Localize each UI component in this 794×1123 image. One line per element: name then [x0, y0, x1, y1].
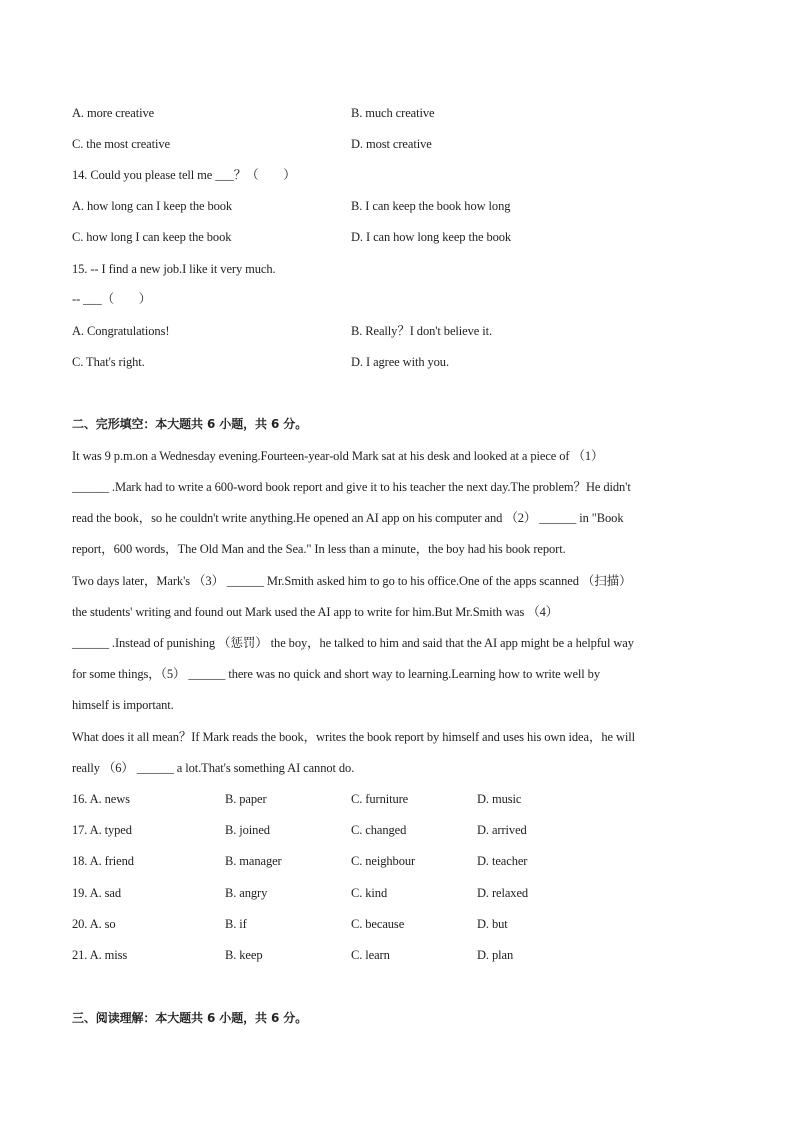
passage-line: himself is important.	[72, 698, 174, 712]
passage-line: What does it all mean？If Mark reads the book，writes the book report by himself and uses his own idea，he will	[72, 730, 636, 744]
option: 17. A. typed	[72, 823, 132, 837]
option: 18. A. friend	[72, 854, 134, 868]
q15-option-b: B. Really？I don't believe it.	[351, 324, 492, 338]
passage-line: read the book，so he couldn't write anything.He opened an AI app on his computer and （2） ______ in "Book	[72, 511, 624, 525]
option: C. because	[351, 917, 405, 931]
option: D. music	[477, 792, 522, 806]
option: B. angry	[225, 886, 268, 900]
passage-line: ______ .Mark had to write a 600-word book report and give it to his teacher the next day.The problem？He didn't	[72, 480, 631, 494]
option: 16. A. news	[72, 792, 130, 806]
option: B. joined	[225, 823, 270, 837]
option: 20. A. so	[72, 917, 116, 931]
q15-stem-reply: -- ___（ ）	[72, 292, 152, 306]
q13-option-a: A. more creative	[72, 106, 155, 120]
q13-option-d: D. most creative	[351, 137, 432, 151]
passage-line: the students' writing and found out Mark used the AI app to write for him.But Mr.Smith was （4）	[72, 605, 559, 619]
q15-stem: 15. -- I find a new job.I like it very much.	[72, 262, 276, 276]
option: D. but	[477, 917, 508, 931]
q14-option-b: B. I can keep the book how long	[351, 199, 511, 213]
option: C. kind	[351, 886, 388, 900]
passage-line: report，600 words，The Old Man and the Sea." In less than a minute，the boy had his book report.	[72, 542, 566, 556]
passage-line: ______ .Instead of punishing （惩罚） the boy，he talked to him and said that the AI app might be a helpful way	[72, 636, 634, 650]
q13-option-c: C. the most creative	[72, 137, 170, 151]
option: C. neighbour	[351, 854, 416, 868]
option: D. relaxed	[477, 886, 529, 900]
option: B. paper	[225, 792, 267, 806]
q15-option-c: C. That's right.	[72, 355, 145, 369]
q14-stem: 14. Could you please tell me ___？（ ）	[72, 168, 296, 182]
option: 19. A. sad	[72, 886, 122, 900]
passage-line: It was 9 p.m.on a Wednesday evening.Fourteen-year-old Mark sat at his desk and looked at a piece of （1）	[72, 449, 604, 463]
passage-line: really （6） ______ a lot.That's something AI cannot do.	[72, 761, 355, 775]
q15-option-d: D. I agree with you.	[351, 355, 449, 369]
q14-option-a: A. how long can I keep the book	[72, 199, 233, 213]
option: B. keep	[225, 948, 263, 962]
q14-option-c: C. how long I can keep the book	[72, 230, 232, 244]
section-heading-cloze: 二、完形填空：本大题共 6 小题，共 6 分。	[72, 417, 308, 431]
option: 21. A. miss	[72, 948, 128, 962]
q14-option-d: D. I can how long keep the book	[351, 230, 512, 244]
section-heading-reading: 三、阅读理解：本大题共 6 小题，共 6 分。	[72, 1011, 308, 1025]
passage-line: for some things，（5） ______ there was no quick and short way to learning.Learning how to write well by	[72, 667, 600, 681]
option: D. teacher	[477, 854, 528, 868]
option: C. learn	[351, 948, 390, 962]
q15-option-a: A. Congratulations!	[72, 324, 170, 338]
q13-option-b: B. much creative	[351, 106, 435, 120]
passage-line: Two days later，Mark's （3） ______ Mr.Smith asked him to go to his office.One of the apps scanned （扫描）	[72, 574, 632, 588]
option: B. if	[225, 917, 247, 931]
option: C. changed	[351, 823, 407, 837]
option: B. manager	[225, 854, 282, 868]
option: D. arrived	[477, 823, 527, 837]
option: C. furniture	[351, 792, 409, 806]
option: D. plan	[477, 948, 514, 962]
